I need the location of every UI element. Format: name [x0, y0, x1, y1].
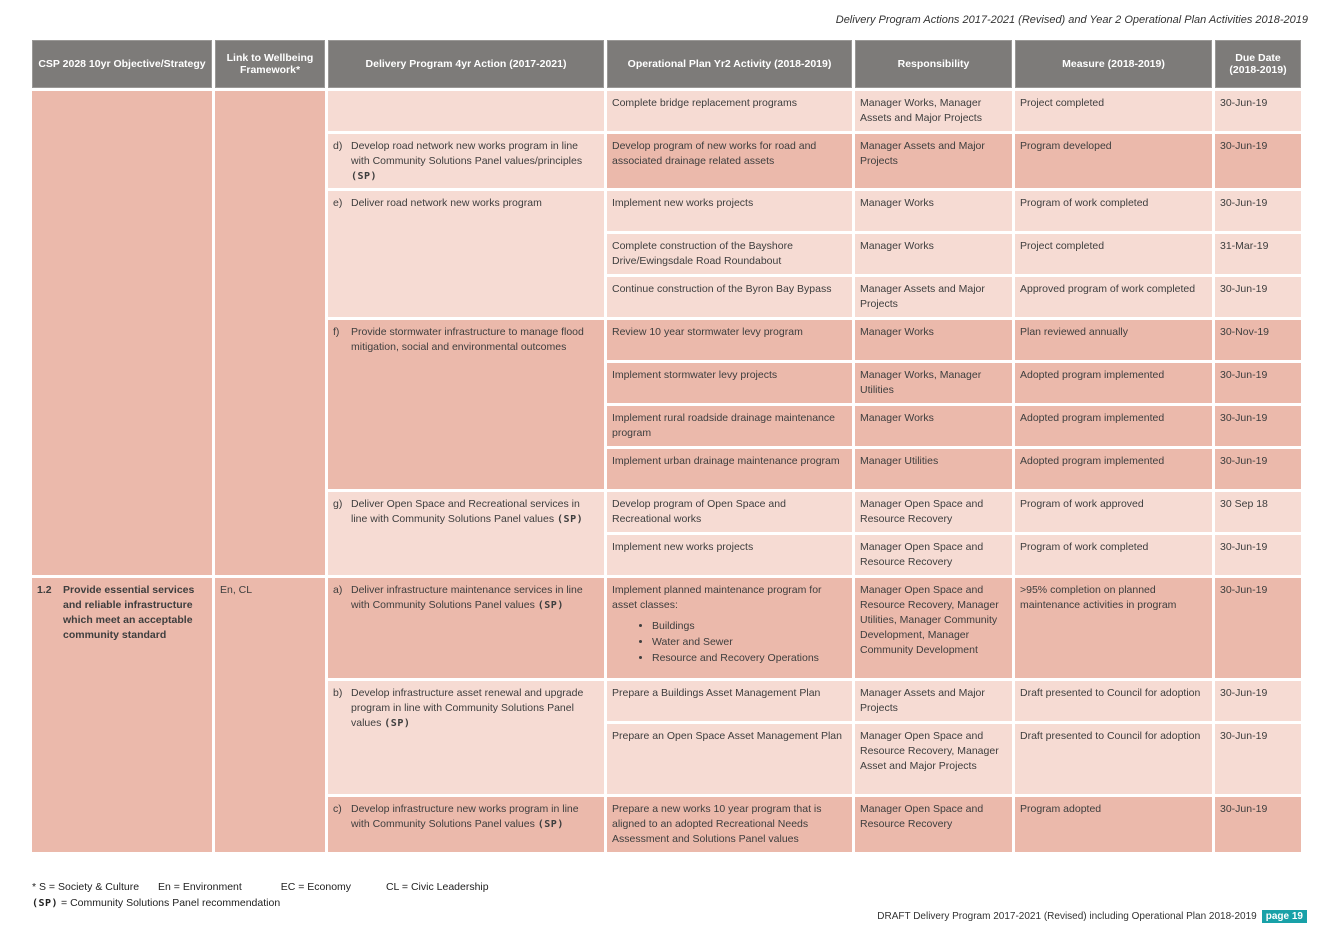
action-text: Deliver road network new works program: [351, 197, 542, 209]
page-footer: [877, 910, 1307, 923]
action-letter: c): [333, 803, 342, 815]
action-cell: [328, 578, 604, 678]
due-date-cell: 30-Jun-19: [1215, 277, 1301, 317]
due-date-cell: 30-Jun-19: [1215, 681, 1301, 721]
due-date-cell: 30-Jun-19: [1215, 406, 1301, 446]
legend-cl: CL = Civic Leadership: [385, 881, 489, 893]
action-letter: f): [333, 326, 340, 338]
action-cell: [328, 681, 604, 794]
wellbeing-cell-empty: [215, 91, 325, 575]
responsibility-cell: Manager Open Space and Resource Recovery: [855, 535, 1012, 575]
action-letter: g): [333, 498, 343, 510]
action-text: Provide stormwater infrastructure to manage flood mitigation, social and environmental outcomes: [351, 326, 584, 353]
activity-cell: Prepare a Buildings Asset Management Plan: [607, 681, 852, 721]
col-header-wellbeing: Link to Wellbeing Framework*: [215, 40, 325, 88]
due-date-cell: 30-Jun-19: [1215, 363, 1301, 403]
measure-cell: Adopted program implemented: [1015, 406, 1212, 446]
measure-cell: Program of work approved: [1015, 492, 1212, 532]
due-date-cell: 30-Jun-19: [1215, 535, 1301, 575]
activity-cell: Continue construction of the Byron Bay Bypass: [607, 277, 852, 317]
legend-en: En = Environment: [158, 881, 242, 893]
responsibility-cell: Manager Open Space and Resource Recovery: [855, 492, 1012, 532]
page-number-badge: page 19: [1262, 910, 1307, 923]
measure-cell: Adopted program implemented: [1015, 449, 1212, 489]
csp-cell-empty: [32, 91, 212, 575]
activity-cell: [607, 578, 852, 678]
activity-cell: Complete bridge replacement programs: [607, 91, 852, 131]
activity-cell: Complete construction of the Bayshore Drive/Ewingsdale Road Roundabout: [607, 234, 852, 274]
csp-objective-cell: [32, 578, 212, 852]
measure-cell: Program of work completed: [1015, 191, 1212, 231]
col-header-measure: Measure (2018-2019): [1015, 40, 1212, 88]
due-date-cell: 30-Jun-19: [1215, 134, 1301, 188]
measure-cell: Draft presented to Council for adoption: [1015, 724, 1212, 794]
asset-class-list: [612, 619, 847, 666]
due-date-cell: 30 Sep 18: [1215, 492, 1301, 532]
sp-tag: (SP): [32, 898, 59, 909]
measure-cell: Program adopted: [1015, 797, 1212, 852]
action-cell: [328, 134, 604, 188]
legend: [32, 879, 489, 912]
measure-cell: Project completed: [1015, 234, 1212, 274]
wellbeing-cell: En, CL: [215, 578, 325, 852]
responsibility-cell: Manager Works: [855, 320, 1012, 360]
responsibility-cell: Manager Works: [855, 406, 1012, 446]
sp-legend: [32, 895, 489, 912]
csp-text: Provide essential services and reliable infrastructure which meet an acceptable community standard: [63, 584, 195, 641]
sp-tag: (SP): [537, 600, 564, 611]
col-header-delivery-action: Delivery Program 4yr Action (2017-2021): [328, 40, 604, 88]
measure-cell: Adopted program implemented: [1015, 363, 1212, 403]
legend-sp: = Community Solutions Panel recommendation: [61, 897, 281, 909]
responsibility-cell: Manager Assets and Major Projects: [855, 134, 1012, 188]
sp-tag: (SP): [351, 171, 378, 182]
action-text: Develop road network new works program in line with Community Solutions Panel values/principles: [351, 140, 583, 167]
list-item: • Buildings: [652, 619, 847, 634]
activity-cell: Implement new works projects: [607, 535, 852, 575]
due-date-cell: 30-Jun-19: [1215, 91, 1301, 131]
action-letter: a): [333, 584, 343, 596]
responsibility-cell: Manager Assets and Major Projects: [855, 277, 1012, 317]
responsibility-cell: Manager Utilities: [855, 449, 1012, 489]
activity-cell: Prepare a new works 10 year program that is aligned to an adopted Recreational Needs Assessment and Solutions Panel values: [607, 797, 852, 852]
action-letter: e): [333, 197, 343, 209]
sp-tag: (SP): [537, 819, 564, 830]
list-item: • Water and Sewer: [652, 635, 847, 650]
responsibility-cell: Manager Works, Manager Utilities: [855, 363, 1012, 403]
due-date-cell: 30-Jun-19: [1215, 449, 1301, 489]
responsibility-cell: Manager Assets and Major Projects: [855, 681, 1012, 721]
legend-sc: S = Society & Culture: [39, 881, 140, 893]
col-header-due-date: Due Date (2018-2019): [1215, 40, 1301, 88]
footer-doc-name: DRAFT Delivery Program 2017-2021 (Revised) including Operational Plan 2018-2019: [877, 911, 1257, 922]
list-item: • Resource and Recovery Operations: [652, 651, 847, 666]
responsibility-cell: Manager Works, Manager Assets and Major Projects: [855, 91, 1012, 131]
col-header-responsibility: Responsibility: [855, 40, 1012, 88]
legend-ec: EC = Economy: [280, 881, 352, 893]
table-row: [32, 578, 1301, 678]
activity-cell: Implement new works projects: [607, 191, 852, 231]
wellbeing-legend: * S = Society & Culture En = Environment EC = Economy CL = Civic Leadership: [32, 881, 489, 893]
activity-cell: Review 10 year stormwater levy program: [607, 320, 852, 360]
action-cell-empty: [328, 91, 604, 131]
activity-cell: Implement urban drainage maintenance program: [607, 449, 852, 489]
table-header-row: [32, 40, 1301, 88]
due-date-cell: 30-Jun-19: [1215, 191, 1301, 231]
responsibility-cell: Manager Works: [855, 234, 1012, 274]
measure-cell: Program of work completed: [1015, 535, 1212, 575]
activity-text: Implement planned maintenance program for asset classes:: [612, 584, 822, 611]
col-header-operational-activity: Operational Plan Yr2 Activity (2018-2019): [607, 40, 852, 88]
table-row: [32, 91, 1301, 131]
action-cell: [328, 191, 604, 317]
due-date-cell: 31-Mar-19: [1215, 234, 1301, 274]
responsibility-cell: Manager Open Space and Resource Recovery: [855, 797, 1012, 852]
sp-tag: (SP): [384, 718, 411, 729]
activity-cell: Prepare an Open Space Asset Management Plan: [607, 724, 852, 794]
action-cell: [328, 797, 604, 852]
due-date-cell: 30-Nov-19: [1215, 320, 1301, 360]
col-header-csp: CSP 2028 10yr Objective/Strategy: [32, 40, 212, 88]
action-text: Develop infrastructure asset renewal and upgrade program in line with Community Solutions Panel values: [351, 687, 584, 729]
measure-cell: Draft presented to Council for adoption: [1015, 681, 1212, 721]
actions-table-wrapper: [32, 40, 1300, 852]
measure-cell: Approved program of work completed: [1015, 277, 1212, 317]
activity-cell: Implement rural roadside drainage maintenance program: [607, 406, 852, 446]
action-text: Develop infrastructure new works program in line with Community Solutions Panel values: [351, 803, 579, 830]
action-text: Deliver infrastructure maintenance services in line with Community Solutions Panel values: [351, 584, 583, 611]
responsibility-cell: Manager Open Space and Resource Recovery, Manager Asset and Major Projects: [855, 724, 1012, 794]
due-date-cell: 30-Jun-19: [1215, 578, 1301, 678]
activity-cell: Develop program of Open Space and Recreational works: [607, 492, 852, 532]
due-date-cell: 30-Jun-19: [1215, 797, 1301, 852]
activity-cell: Implement stormwater levy projects: [607, 363, 852, 403]
due-date-cell: 30-Jun-19: [1215, 724, 1301, 794]
measure-cell: Program developed: [1015, 134, 1212, 188]
action-letter: d): [333, 140, 343, 152]
sp-tag: (SP): [557, 514, 584, 525]
csp-number: 1.2: [37, 584, 52, 596]
measure-cell: Project completed: [1015, 91, 1212, 131]
actions-table: [29, 37, 1304, 855]
measure-cell: Plan reviewed annually: [1015, 320, 1212, 360]
activity-cell: Develop program of new works for road and associated drainage related assets: [607, 134, 852, 188]
responsibility-cell: Manager Open Space and Resource Recovery, Manager Utilities, Manager Community Development, Manager Community Development: [855, 578, 1012, 678]
action-cell: [328, 320, 604, 489]
action-text: Deliver Open Space and Recreational services in line with Community Solutions Panel values: [351, 498, 580, 525]
action-cell: [328, 492, 604, 575]
page-title: Delivery Program Actions 2017-2021 (Revised) and Year 2 Operational Plan Activities 2018-2019: [835, 14, 1308, 26]
responsibility-cell: Manager Works: [855, 191, 1012, 231]
action-letter: b): [333, 687, 343, 699]
measure-cell: >95% completion on planned maintenance activities in program: [1015, 578, 1212, 678]
